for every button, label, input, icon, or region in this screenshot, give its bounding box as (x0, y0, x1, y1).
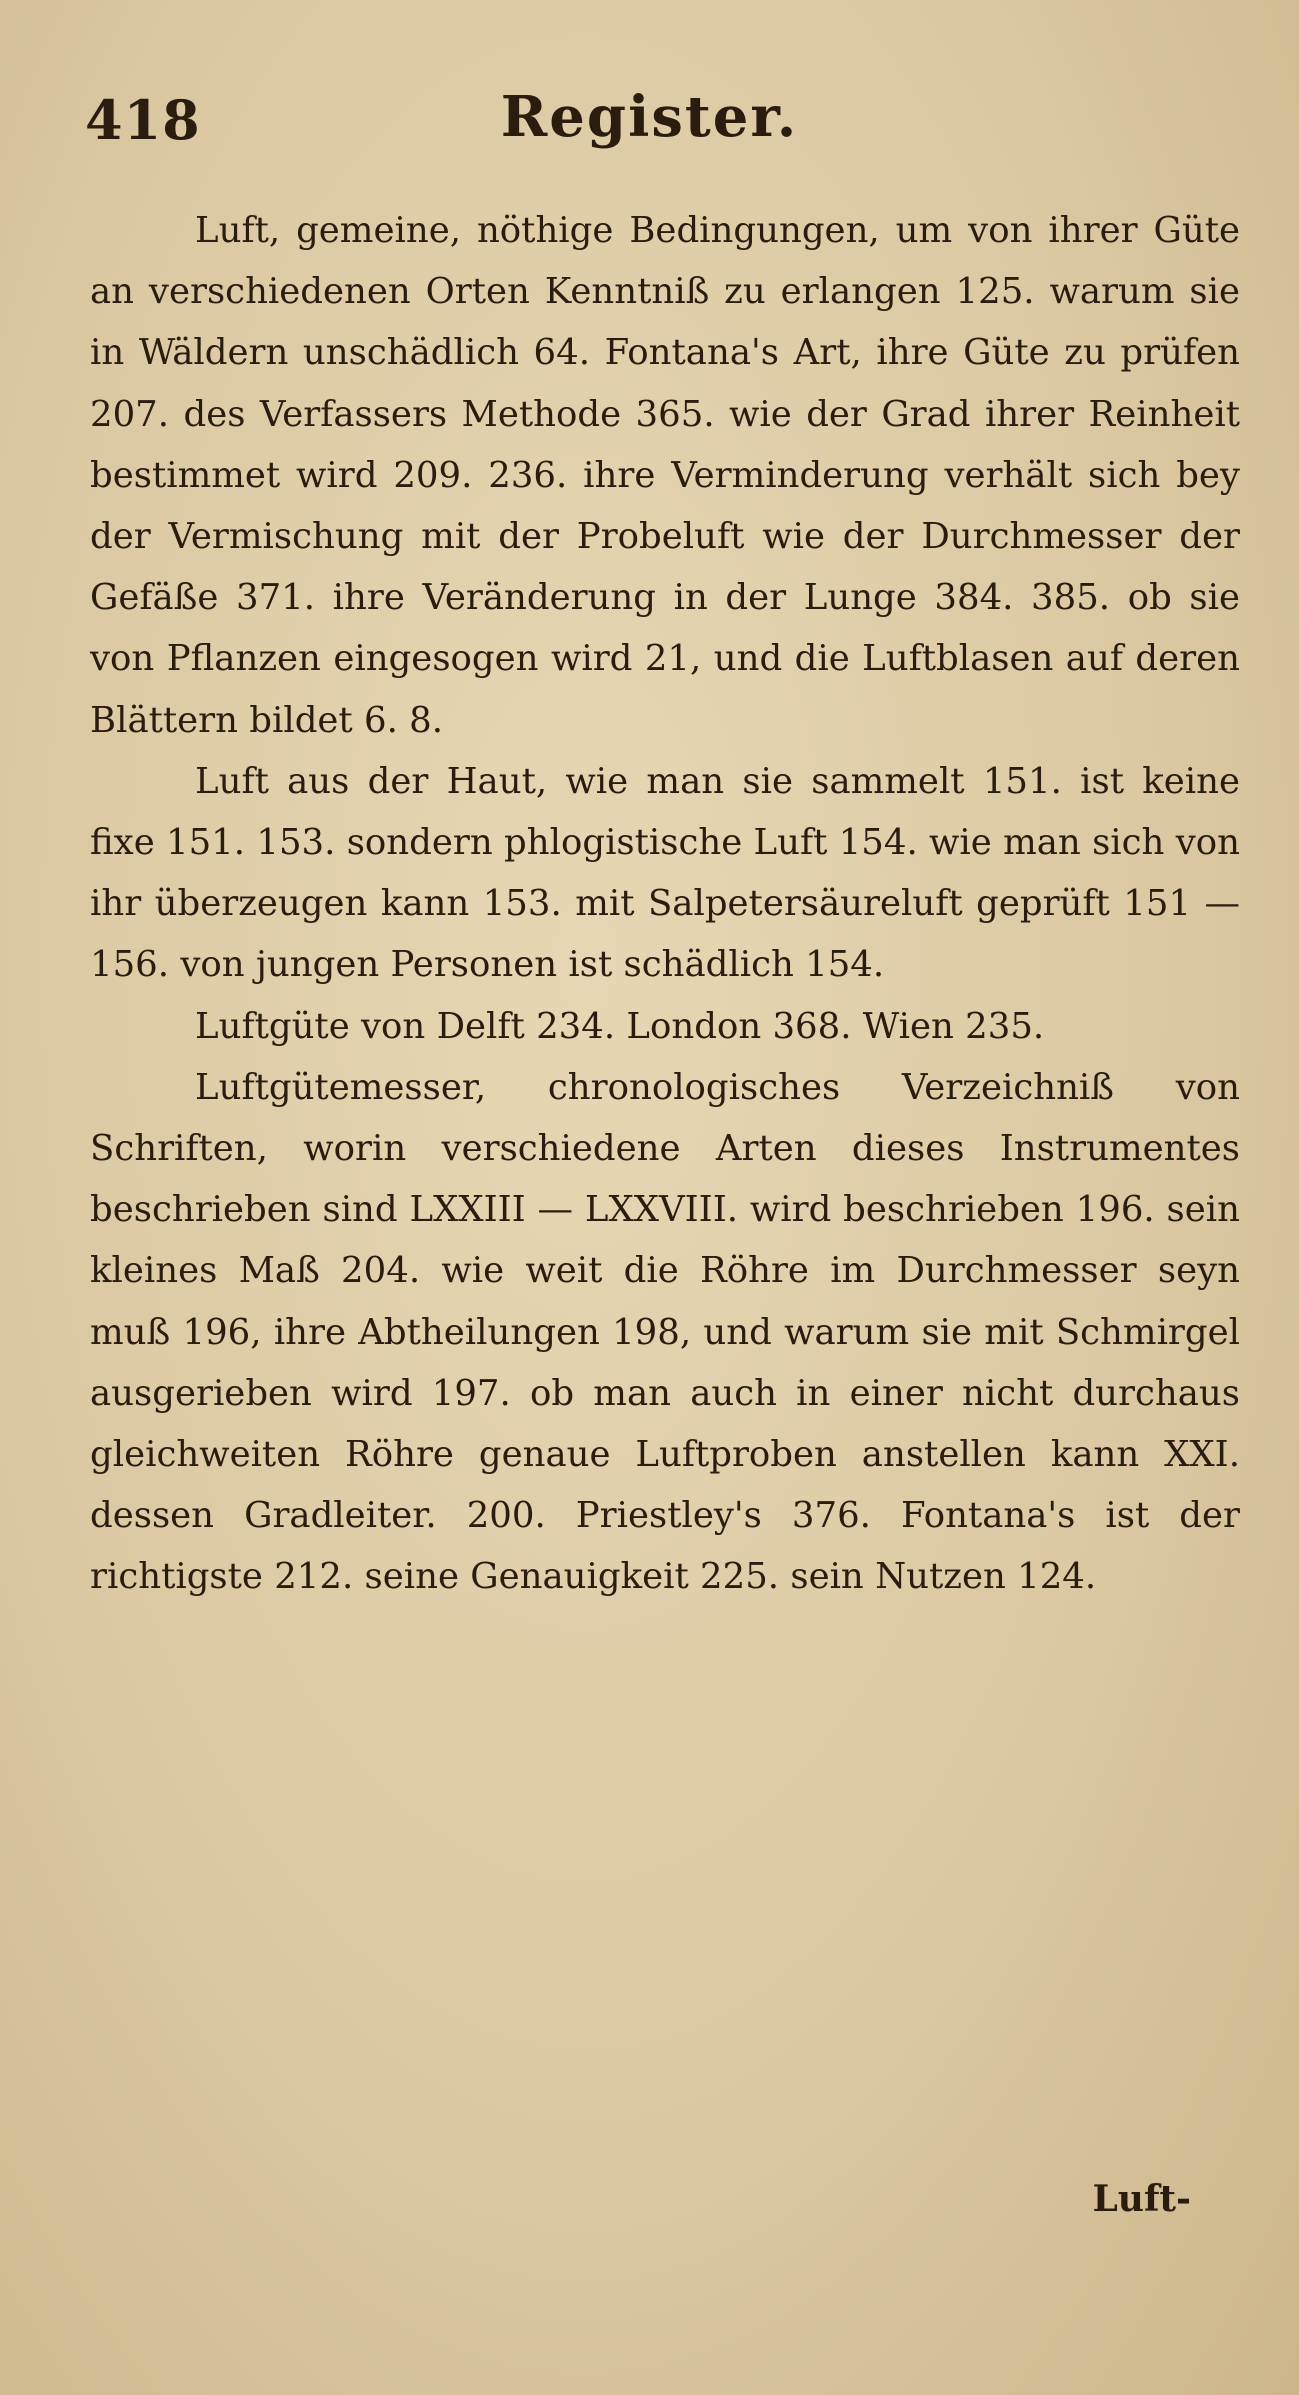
register-entry-luft-aus-der-haut: Luft aus der Haut, wie man sie sammelt 151. ist keine fixe 151. 153. sondern phlogistische Luft 154. wie man sich von ihr überzeugen kann 153. mit Salpetersäureluft geprüft 151 — 156. von jungen Personen ist schädlich 154. (90, 760, 1240, 986)
catchword: Luft- (1092, 2178, 1191, 2220)
running-head: Register. (500, 84, 799, 150)
page-number: 418 (85, 88, 201, 152)
register-entry-luftguete: Luftgüte von Delft 234. London 368. Wien 235. (195, 1005, 1045, 1047)
register-entry-luft-gemeine: Luft, gemeine, nöthige Bedingungen, um von ihrer Güte an verschiedenen Orten Kenntniß zu erlangen 125. warum sie in Wäldern unschädlich 64. Fontana's Art, ihre Güte zu prüfen 207. des Verfassers Methode 365. wie der Grad ihrer Reinheit bestimmet wird 209. 236. ihre Verminderung verhält sich bey der Vermischung mit der Probeluft wie der Durchmesser der Gefäße 371. ihre Veränderung in der Lunge 384. 385. ob sie von Pflanzen eingesogen wird 21, und die Luftblasen auf deren Blättern bildet 6. 8. (90, 210, 1240, 741)
register-text (90, 200, 1240, 1608)
page-header (85, 70, 1214, 160)
register-entry-luftguetemesser: Luftgütemesser, chronologisches Verzeichniß von Schriften, worin verschiedene Arten dieses Instrumentes beschrieben sind LXXIII — LXXVIII. wird beschrieben 196. sein kleines Maß 204. wie weit die Röhre im Durchmesser seyn muß 196, ihre Abtheilungen 198, und warum sie mit Schmirgel ausgerieben wird 197. ob man auch in einer nicht durchaus gleichweiten Röhre genaue Luftproben anstellen kann XXI. dessen Gradleiter. 200. Priestley's 376. Fontana's ist der richtigste 212. seine Genauigkeit 225. sein Nutzen 124. (90, 1066, 1240, 1598)
